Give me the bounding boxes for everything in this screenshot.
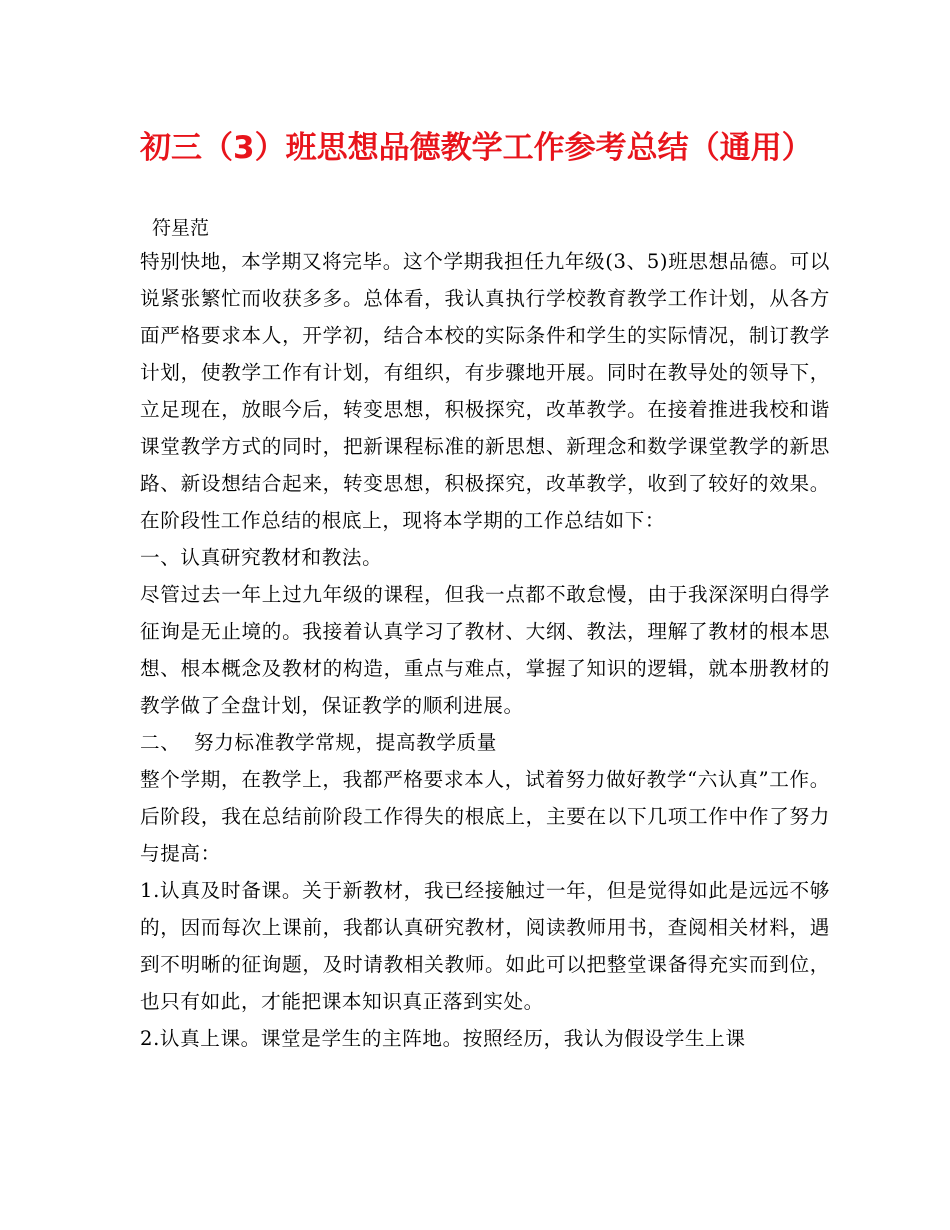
paragraph-section-2: 整个学期，在教学上，我都严格要求本人，试着努力做好教学“六认真”工作。后阶段，我在总结前阶段工作得失的根底上，主要在以下几项工作中作了努力与提高： — [140, 768, 830, 865]
list-item-1: 1.认真及时备课。关于新教材，我已经接触过一年，但是觉得如此是远远不够的，因而每次上课前，我都认真研究教材，阅读教师用书，查阅相关材料，遇到不明晰的征询题，及时请教相关教师。如此可以把整堂课备得充实而到位，也只有如此，才能把课本知识真正落到实处。 — [140, 879, 830, 1013]
section-heading-2: 二、 努力标准教学常规，提高教学质量 — [140, 731, 497, 754]
paragraph-intro: 特别快地，本学期又将完毕。这个学期我担任九年级(3、5)班思想品德。可以说紧张繁忙而收获多多。总体看，我认真执行学校教育教学工作计划，从各方面严格要求本人，开学初，结合本校的实际条件和学生的实际情况，制订教学计划，使教学工作有计划，有组织，有步骤地开展。同时在教导处的领导下，立足现在，放眼今后，转变思想，积极探究，改革教学。在接着推进我校和谐课堂教学方式的同时，把新课程标准的新思想、新理念和数学课堂教学的新思路、新设想结合起来，转变思想，积极探究，改革教学，收到了较好的效果。在阶段性工作总结的根底上，现将本学期的工作总结如下： — [140, 250, 830, 532]
document-body — [140, 243, 830, 1057]
page-title: 初三（3）班思想品德教学工作参考总结（通用） — [140, 130, 813, 166]
list-item-2: 2.认真上课。课堂是学生的主阵地。按照经历，我认为假设学生上课 — [140, 1027, 746, 1050]
paragraph-section-1: 尽管过去一年上过九年级的课程，但我一点都不敢怠慢，由于我深深明白得学征询是无止境的。我接着认真学习了教材、大纲、教法，理解了教材的根本思想、根本概念及教材的构造，重点与难点，掌握了知识的逻辑，就本册教材的教学做了全盘计划，保证教学的顺利进展。 — [140, 583, 830, 717]
author-name: 符星范 — [152, 217, 210, 239]
section-heading-1: 一、认真研究教材和教法。 — [140, 546, 383, 569]
